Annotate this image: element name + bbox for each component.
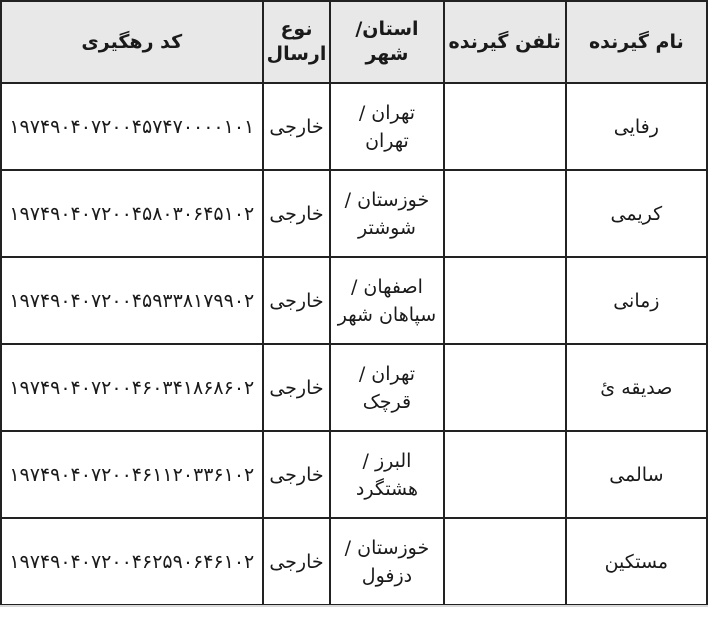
province-city-cell: تهران / تهران	[330, 83, 443, 170]
recipient-name-cell: مستکین	[566, 518, 707, 605]
recipient-phone-cell	[444, 83, 566, 170]
shipping-type-cell: خارجی	[263, 257, 331, 344]
tracking-code-cell: ۱۹۷۴۹۰۴۰۷۲۰۰۴۶۱۱۲۰۳۳۶۱۰۲	[1, 431, 263, 518]
tracking-code-cell: ۱۹۷۴۹۰۴۰۷۲۰۰۴۶۰۳۴۱۸۶۸۶۰۲	[1, 344, 263, 431]
header-province-city: استان/ شهر	[330, 1, 443, 83]
recipient-phone-cell	[444, 431, 566, 518]
province-city-cell: خوزستان / دزفول	[330, 518, 443, 605]
recipient-name-cell: صدیقه ئ	[566, 344, 707, 431]
recipient-phone-cell	[444, 257, 566, 344]
shipping-type-cell: خارجی	[263, 83, 331, 170]
province-city-cell: تهران / قرچک	[330, 344, 443, 431]
page-bottom-divider	[0, 605, 708, 607]
recipient-phone-cell	[444, 518, 566, 605]
tracking-code-cell: ۱۹۷۴۹۰۴۰۷۲۰۰۴۵۹۳۳۸۱۷۹۹۰۲	[1, 257, 263, 344]
shipping-type-cell: خارجی	[263, 431, 331, 518]
recipient-name-cell: کریمی	[566, 170, 707, 257]
tracking-code-cell: ۱۹۷۴۹۰۴۰۷۲۰۰۴۶۲۵۹۰۶۴۶۱۰۲	[1, 518, 263, 605]
recipient-phone-cell	[444, 344, 566, 431]
tracking-code-cell: ۱۹۷۴۹۰۴۰۷۲۰۰۴۵۸۰۳۰۶۴۵۱۰۲	[1, 170, 263, 257]
table-row	[1, 431, 707, 518]
table-row	[1, 257, 707, 344]
table-row	[1, 83, 707, 170]
table-row	[1, 518, 707, 605]
header-shipping-type: نوع ارسال	[263, 1, 331, 83]
province-city-cell: اصفهان / سپاهان شهر	[330, 257, 443, 344]
shipping-type-cell: خارجی	[263, 344, 331, 431]
tracking-code-cell: ۱۹۷۴۹۰۴۰۷۲۰۰۴۵۷۴۷۰۰۰۰۱۰۱	[1, 83, 263, 170]
table-row	[1, 344, 707, 431]
header-recipient-name: نام گیرنده	[566, 1, 707, 83]
header-recipient-phone: تلفن گیرنده	[444, 1, 566, 83]
province-city-cell: خوزستان / شوشتر	[330, 170, 443, 257]
recipient-phone-cell	[444, 170, 566, 257]
shipping-type-cell: خارجی	[263, 170, 331, 257]
shipping-type-cell: خارجی	[263, 518, 331, 605]
header-tracking-code: کد رهگیری	[1, 1, 263, 83]
table-row	[1, 170, 707, 257]
recipient-name-cell: سالمی	[566, 431, 707, 518]
recipient-name-cell: رفایی	[566, 83, 707, 170]
header-row	[1, 1, 707, 83]
recipient-name-cell: زمانی	[566, 257, 707, 344]
province-city-cell: البرز / هشتگرد	[330, 431, 443, 518]
